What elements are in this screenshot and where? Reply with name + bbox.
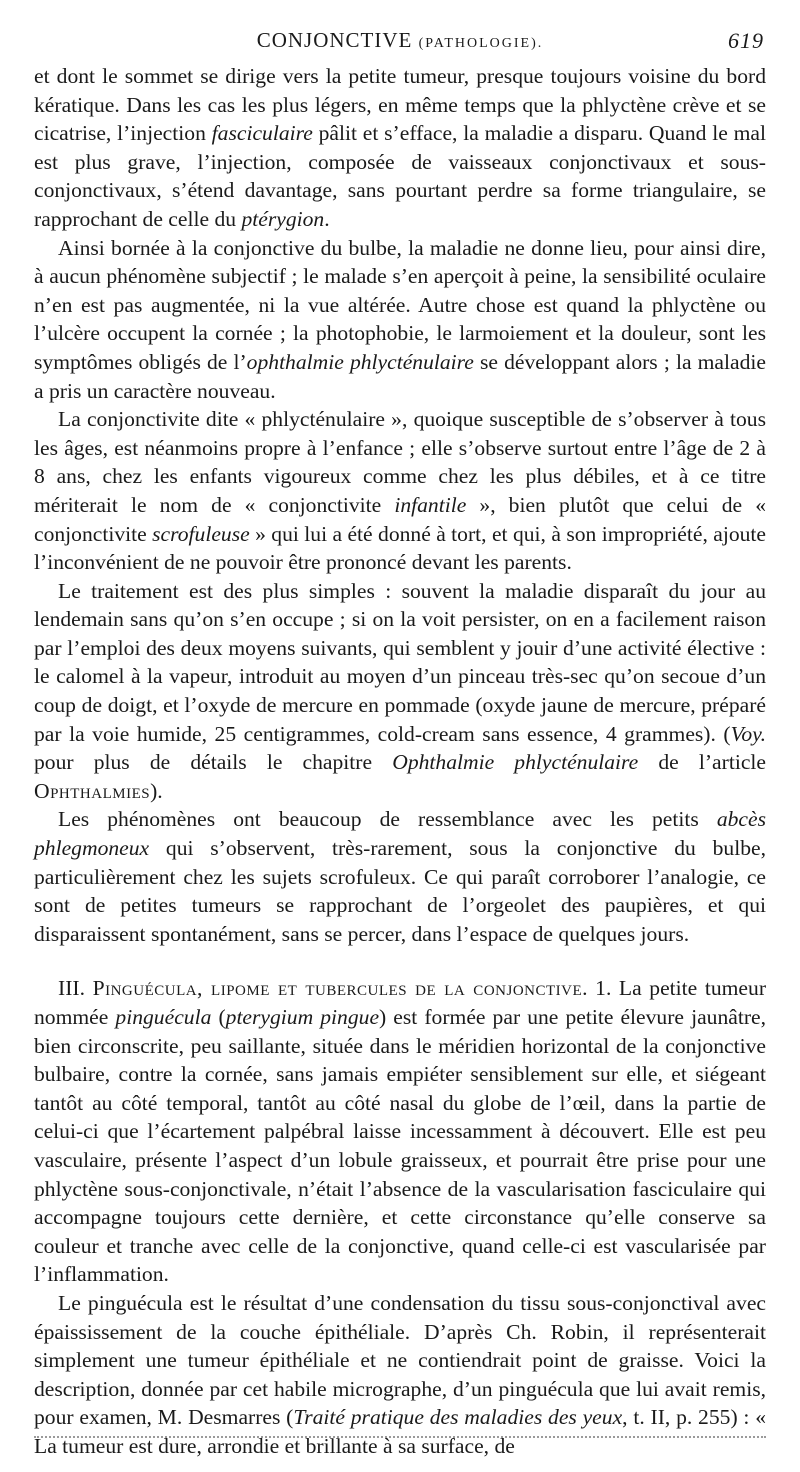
italic-text: ptérygion xyxy=(241,206,325,231)
text-run: et dont le sommet se dirige vers la petite tumeur, presque toujours voisine du bord kératique. Dans les cas les plus légers, en même temps que la phlyctène crève et se cicatrise, l’injection xyxy=(34,64,766,146)
italic-text: pinguécula xyxy=(115,1005,212,1029)
small-caps-text: Ophthalmies xyxy=(34,778,151,803)
text-run: Ainsi bornée à la conjonctive du bulbe, la maladie ne donne lieu, pour ainsi dire, à aucun phénomène subjectif ; le malade s’en aperçoit à peine, la sensibilité oculaire n’en est pas augmentée, ni la vue altérée. Autre chose est quand la phlyctène ou l’ulcère occupent la cornée ; la photophobie, le larmoiement et la douleur, sont les symptômes obligés de l’ xyxy=(34,235,766,374)
text-run: Le traitement est des plus simples : souvent la maladie disparaît du jour au lendemain sans qu’on s’en occupe ; si on la voit persister, on en a facilement raison par l’emploi des deux moyens suivants, qui semblent y jouir d’une activité élective : le calomel à la vapeur, introduit au moyen d’un pinceau très-sec qu’on secoue d’un coup de doigt, et l’oxyde de mercure en pommade (oxyde jaune de mercure, préparé par la voie humide, 25 centigrammes, cold-cream sans essence, 4 grammes). ( xyxy=(34,578,766,746)
text-run: La conjonctivite dite « phlycténulaire », quoique susceptible de s’observer à tous les âges, est néanmoins propre à l’enfance ; elle s’observe surtout entre l’âge de 2 à 8 ans, chez les enfants vigoureux comme chez les plus débiles, et à ce titre mériterait le nom de « conjonctivite xyxy=(34,407,766,517)
text-run: Le pinguécula est le résultat d’une condensation du tissu sous-conjonctival avec épaississement de la couche épithéliale. D’après Ch. Robin, il représenterait simplement une tumeur épithéliale et ne contiendrait point de graisse. Voici la description, donnée par cet habile micrographe, d’un pinguécula que lui avait remis, pour examen, M. Desmarres ( xyxy=(34,1290,766,1430)
italic-text: abcès phlegmoneux xyxy=(34,807,766,861)
text-run: se développant alors ; la maladie a pris un caractère nouveau. xyxy=(34,349,766,403)
italic-text: Voy. xyxy=(730,721,766,746)
paragraph xyxy=(34,405,766,577)
italic-text: scrofuleuse xyxy=(152,521,250,546)
italic-text: Traité pratique des maladies des yeux xyxy=(293,1405,623,1430)
text-run: ) est formée par une petite élevure jaunâtre, bien circonscrite, peu saillante, située dans le méridien horizontal de la conjonctive bulbaire, contre la cornée, sans jamais empiéter sensiblement sur elle, et siégeant tantôt au côté temporal, tantôt au côté nasal du globe de l’œil, dans la partie de celui-ci que l’écartement palpébral laisse incessamment à découvert. Elle est peu vasculaire, présente l’aspect d’un lobule graisseux, et pourrait être prise pour une phlyctène sous-conjonctivale, n’était l’absence de la vascularisation fasciculaire qui accompagne toujours cette dernière, et cette circonstance qu’elle conserve sa couleur et tranche avec celle de la conjonctive, quand celle-ci est vascularisée par l’inflammation. xyxy=(34,1005,767,1287)
italic-text: infantile xyxy=(394,492,467,517)
text-run: . xyxy=(324,206,330,231)
italic-text: Ophthalmie phlycténulaire xyxy=(392,750,639,775)
text-run: . 1. La petite tumeur nommée xyxy=(34,976,767,1029)
paragraph xyxy=(34,577,766,806)
paragraph xyxy=(34,234,766,406)
running-head xyxy=(34,28,766,62)
text-run: , t. II, p. 255) : « La tumeur est dure, arrondie et brillante à sa surface, de xyxy=(34,1405,766,1458)
bottom-rule xyxy=(34,1436,766,1438)
header-title: CONJONCTIVE xyxy=(256,28,413,52)
paragraph xyxy=(34,62,766,234)
small-caps-text: Pinguécula, lipome et tubercules de la conjonctive xyxy=(92,976,583,1001)
header-subtitle: (PATHOLOGIE). xyxy=(418,36,544,51)
text-run: III. xyxy=(58,976,93,1001)
paragraph xyxy=(34,1289,766,1461)
paragraph xyxy=(34,805,766,948)
running-head-title xyxy=(257,28,544,53)
italic-text: pterygium pingue xyxy=(225,1005,380,1029)
text-run: ( xyxy=(211,1005,226,1029)
text-run: pour plus de détails le chapitre xyxy=(34,750,393,775)
body-text xyxy=(34,62,766,1461)
italic-text: fasciculaire xyxy=(211,121,313,146)
page-number: 619 xyxy=(728,28,764,53)
text-run: Les phénomènes ont beaucoup de ressemblance avec les petits xyxy=(58,807,717,832)
text-run: ). xyxy=(150,778,163,803)
italic-text: ophthalmie phlycténulaire xyxy=(246,349,474,374)
text-run: » qui lui a été donné à tort, et qui, à son impropriété, ajoute l’inconvénient de ne pouvoir être prononcé devant les parents. xyxy=(34,521,767,575)
section-gap xyxy=(34,948,766,974)
text-run: », bien plutôt que celui de « conjonctivite xyxy=(34,492,766,546)
text-run: qui s’observent, très-rarement, sous la conjonctive du bulbe, particulièrement chez les sujets scrofuleux. Ce qui paraît corroborer l’analogie, ce sont de petites tumeurs se rapprochant de l’orgeolet des paupières, et qui disparaissent spontanément, sans se percer, dans l’espace de quelques jours. xyxy=(34,836,766,946)
text-run: de l’article xyxy=(638,750,767,775)
text-run: pâlit et s’efface, la maladie a disparu. Quand le mal est plus grave, l’injection, composée de vaisseaux conjonctivaux et sous-conjonctivaux, s’étend davantage, sans pourtant perdre sa forme triangulaire, se rapprochant de celle du xyxy=(34,121,766,231)
section-heading-paragraph xyxy=(34,974,766,1289)
